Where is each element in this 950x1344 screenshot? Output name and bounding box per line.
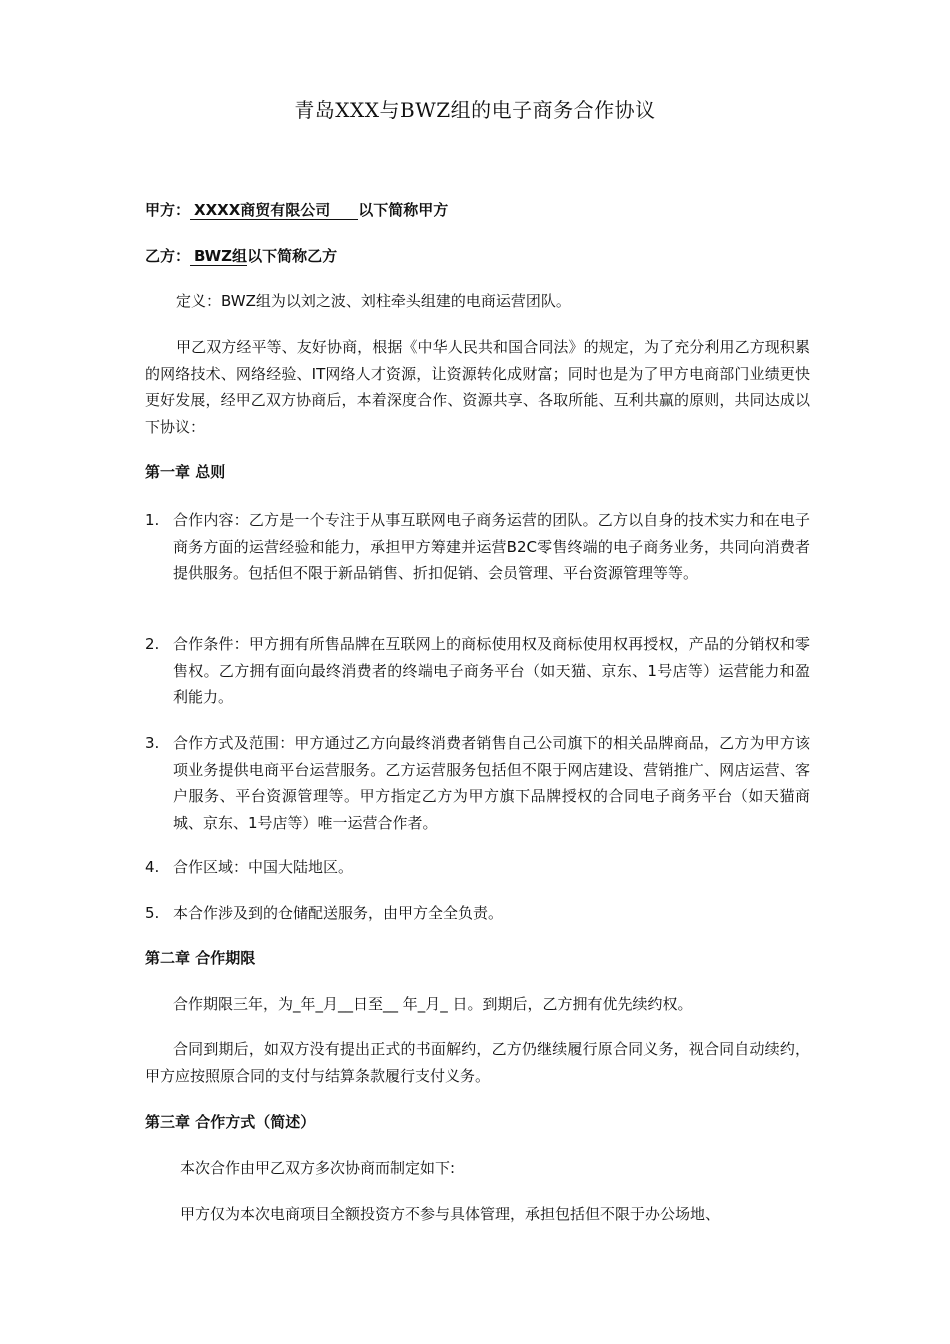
chapter-2-heading: 第二章 合作期限 bbox=[145, 949, 256, 967]
chapter-3-heading: 第三章 合作方式（简述） bbox=[145, 1113, 316, 1131]
chapter-3-paragraph-1: 甲方仅为本次电商项目全额投资方不参与具体管理，承担包括但不限于办公场地、 bbox=[180, 1205, 721, 1223]
party-b-name: BWZ组 bbox=[190, 247, 247, 266]
party-a-name: XXXX商贸有限公司 bbox=[190, 201, 358, 220]
chapter-1-item-3 bbox=[145, 730, 810, 836]
chapter-1-item-2 bbox=[145, 631, 810, 711]
preamble-paragraph: 甲乙双方经平等、友好协商，根据《中华人民共和国合同法》的规定，为了充分利用乙方现积累的网络技术、网络经验、IT网络人才资源，让资源转化成财富；同时也是为了甲方电商部门业绩更快更好发展，经甲乙双方协商后，本着深度合作、资源共享、各取所能、互利共赢的原则，共同达成以下协议： bbox=[145, 338, 810, 436]
party-a-label: 甲方： bbox=[145, 201, 191, 219]
party-b-suffix: 以下简称乙方 bbox=[247, 247, 338, 265]
term-paragraph: 合作期限三年，为_年_月__日至__ 年_月_ 日。到期后，乙方拥有优先续约权。 bbox=[173, 995, 693, 1013]
renewal-paragraph: 合同到期后，如双方没有提出正式的书面解约，乙方仍继续履行原合同义务，视合同自动续约，甲方应按照原合同的支付与结算条款履行支付义务。 bbox=[145, 1040, 810, 1085]
item-text: 合作区域：中国大陆地区。 bbox=[173, 858, 354, 876]
chapter-1-item-4 bbox=[145, 854, 810, 881]
item-number: 3. bbox=[145, 734, 160, 752]
definition-paragraph: 定义：BWZ组为以刘之波、刘柱牵头组建的电商运营团队。 bbox=[176, 292, 571, 310]
item-number: 2. bbox=[145, 635, 160, 653]
party-a-line bbox=[145, 199, 448, 221]
item-text: 合作条件：甲方拥有所售品牌在互联网上的商标使用权及商标使用权再授权，产品的分销权和零售权。乙方拥有面向最终消费者的终端电子商务平台（如天猫、京东、1号店等）运营能力和盈利能力。 bbox=[173, 635, 810, 706]
item-number: 4. bbox=[145, 858, 160, 876]
item-text: 合作内容：乙方是一个专注于从事互联网电子商务运营的团队。乙方以自身的技术实力和在电子商务方面的运营经验和能力，承担甲方筹建并运营B2C零售终端的电子商务业务，共同向消费者提供服务。包括但不限于新品销售、折扣促销、会员管理、平台资源管理等等。 bbox=[173, 511, 810, 582]
chapter-1-item-5 bbox=[145, 900, 810, 927]
chapter-3-intro: 本次合作由甲乙双方多次协商而制定如下: bbox=[180, 1159, 456, 1177]
party-b-label: 乙方： bbox=[145, 247, 191, 265]
chapter-1-item-1 bbox=[145, 507, 810, 587]
party-a-suffix: 以下简称甲方 bbox=[358, 201, 449, 219]
item-number: 1. bbox=[145, 511, 160, 529]
document-title: 青岛XXX与BWZ组的电子商务合作协议 bbox=[294, 98, 656, 122]
item-text: 本合作涉及到的仓储配送服务，由甲方全全负责。 bbox=[173, 904, 504, 922]
chapter-1-heading: 第一章 总则 bbox=[145, 463, 226, 481]
item-text: 合作方式及范围：甲方通过乙方向最终消费者销售自己公司旗下的相关品牌商品，乙方为甲方该项业务提供电商平台运营服务。乙方运营服务包括但不限于网店建设、营销推广、网店运营、客户服务、平台资源管理等。甲方指定乙方为甲方旗下品牌授权的合同电子商务平台（如天猫商城、京东、1号店等）唯一运营合作者。 bbox=[173, 734, 810, 832]
party-b-line bbox=[145, 245, 337, 267]
item-number: 5. bbox=[145, 904, 160, 922]
